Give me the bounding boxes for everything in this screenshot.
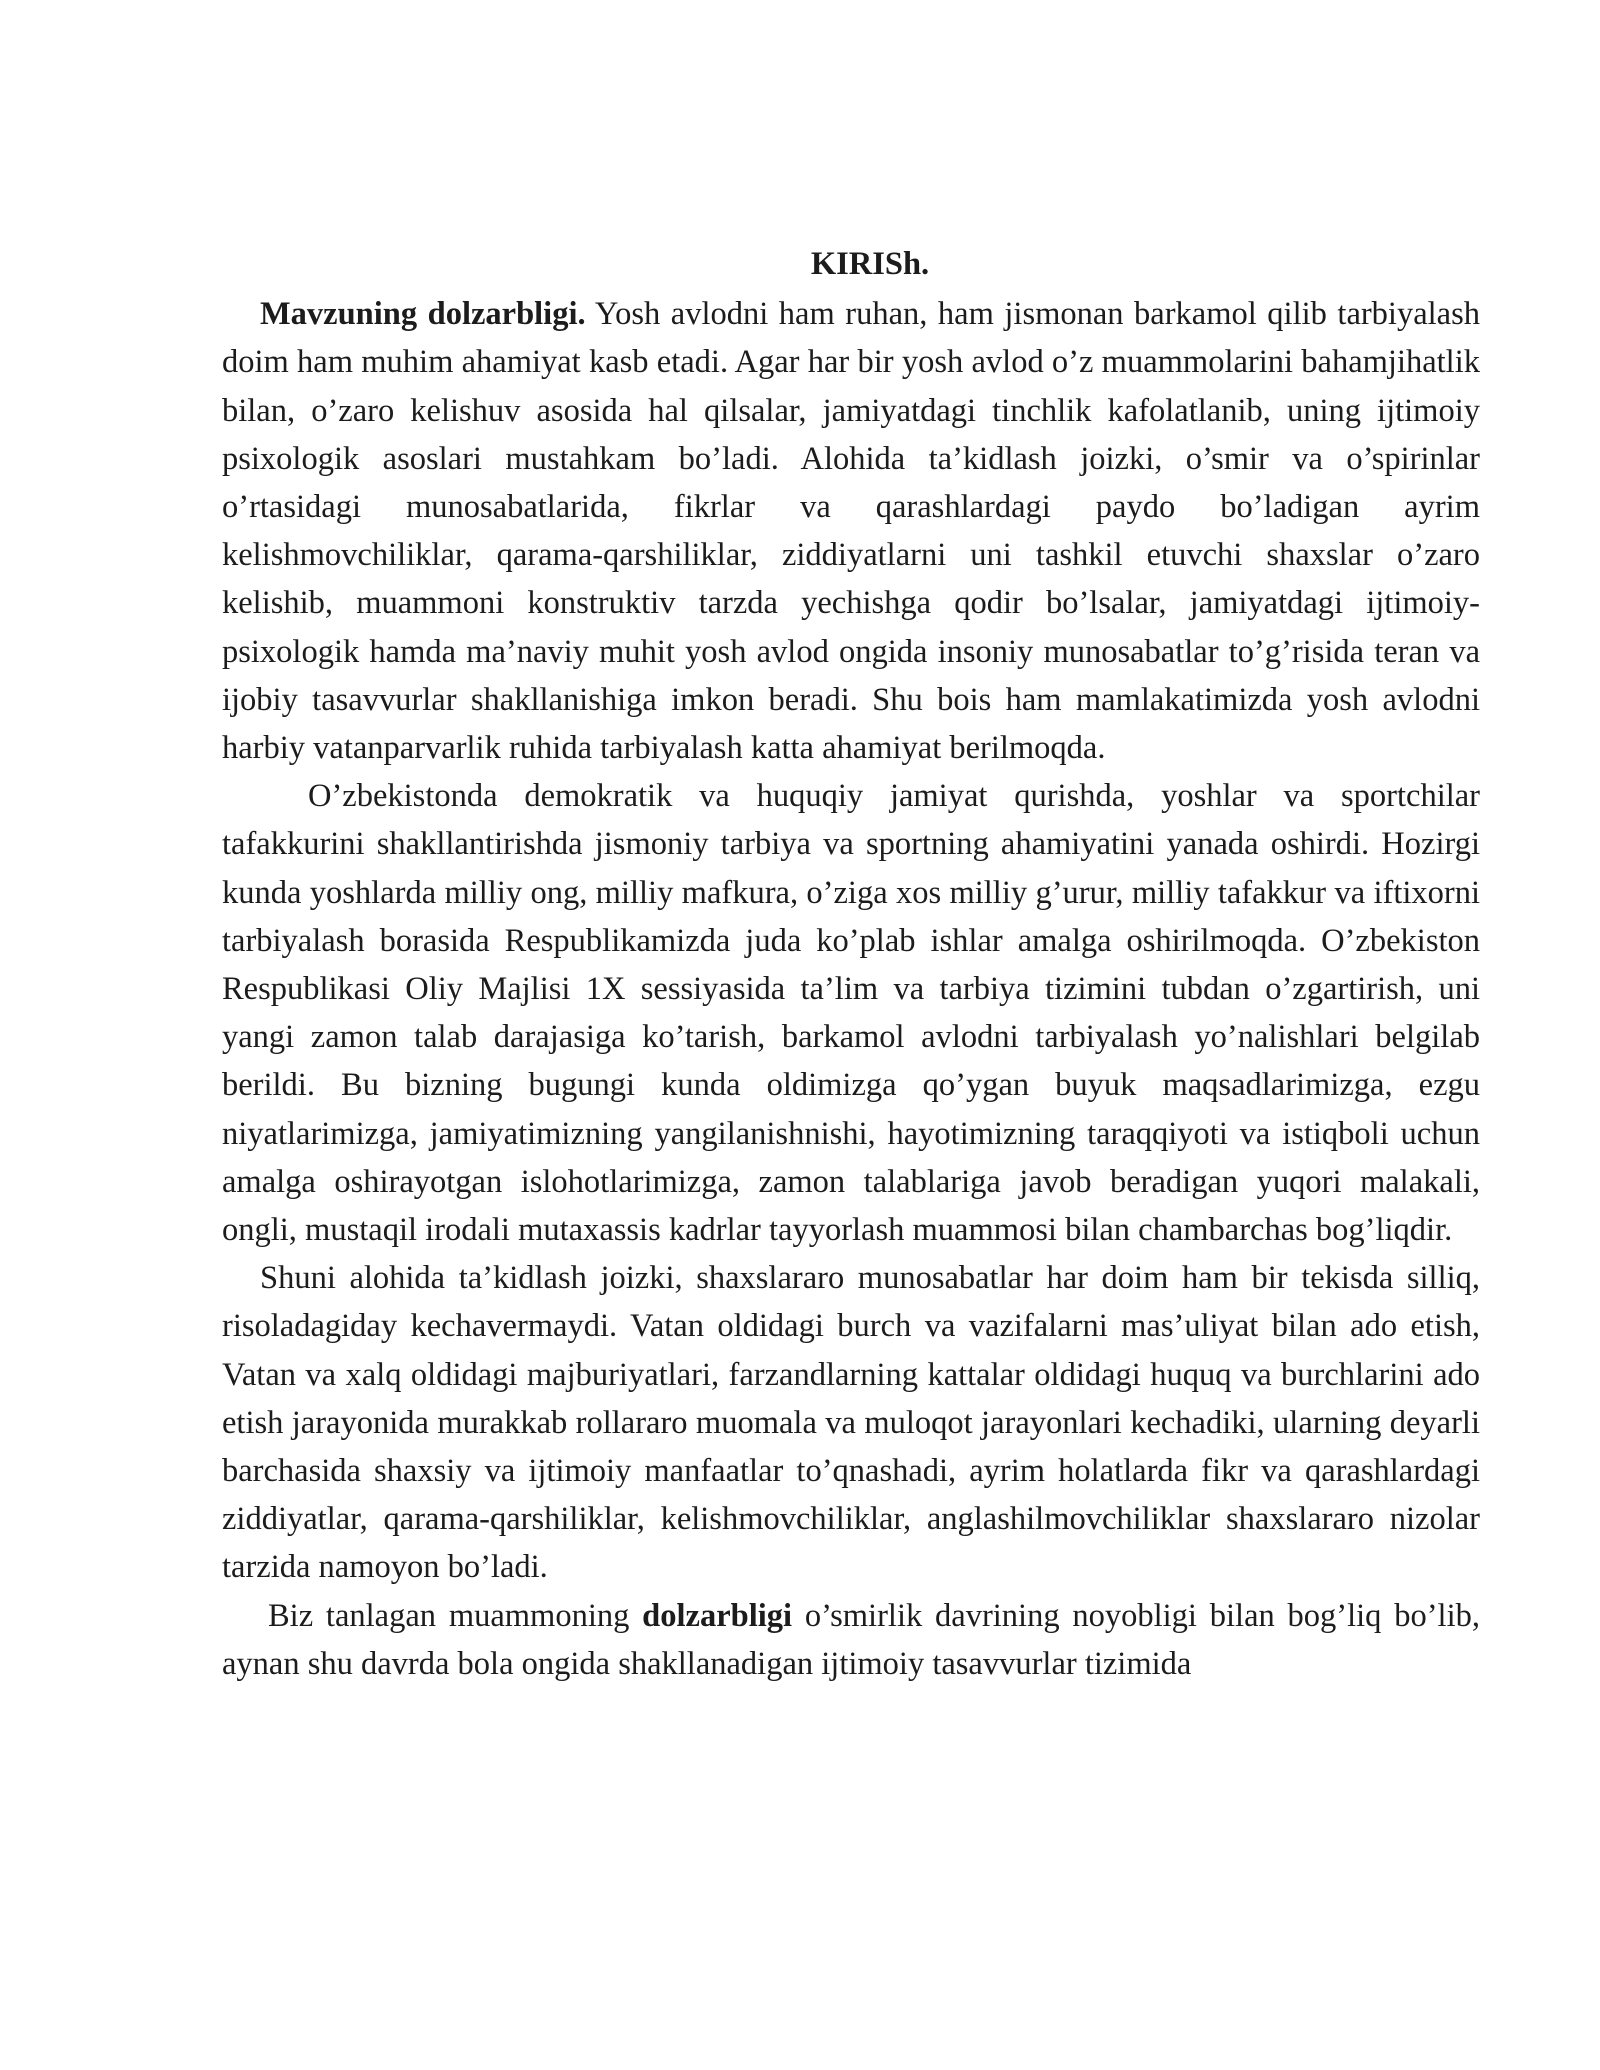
paragraph-text-before: Biz tanlagan muammoning xyxy=(268,1597,643,1634)
paragraph-text-after: o’smirlik davrining noyobligi bilan bog’liq bo’lib, aynan shu davrda bola ongida shakllanadigan ijtimoiy tasavvurlar tizimida xyxy=(222,1597,1480,1682)
paragraph-interpersonal: Shuni alohida ta’kidlash joizki, shaxslararo munosabatlar har doim ham bir tekisda silliq, risoladagiday kechavermaydi. Vatan oldidagi burch va vazifalarni mas’uliyat bilan ado etish, Vatan va xalq oldidagi majburiyatlari, farzandlarning kattalar oldidagi huquq va burchlarini ado etish jarayonida murakkab rollararo muomala va muloqot jarayonlari kechadiki, ularning deyarli barchasida shaxsiy va ijtimoiy manfaatlar to’qnashadi, ayrim holatlarda fikr va qarashlardagi ziddiyatlar, qarama-qarshiliklar, kelishmovchiliklar, anglashilmovchiliklar shaxslararo nizolar tarzida namoyon bo’ladi. xyxy=(222,1260,1480,1586)
paragraph-text: Yosh avlodni ham ruhan, ham jismonan barkamol qilib tarbiyalash doim ham muhim ahamiyat kasb etadi. Agar har bir yosh avlod o’z muammolarini bahamjihatlik bilan, o’zaro kelishuv asosida hal qilsalar, jamiyatdagi tinchlik kafolatlanib, uning ijtimoiy psixologik asoslari mustahkam bo’ladi. Alohida ta’kidlash joizki, o’smir va o’spirinlar o’rtasidagi munosabatlarida, fikrlar va qarashlardagi paydo bo’ladigan ayrim kelishmovchiliklar, qarama-qarshiliklar, ziddiyatlarni uni tashkil etuvchi shaxslar o’zaro kelishib, muammoni konstruktiv tarzda yechishga qodir bo’lsalar, jamiyatdagi ijtimoiy-psixologik hamda ma’naviy muhit yosh avlod ongida insoniy munosabatlar to’g’risida teran va ijobiy tasavvurlar shakllanishiga imkon beradi. Shu bois ham mamlakatimizda yosh avlodni harbiy vatanparvarlik ruhida tarbiyalash katta ahamiyat berilmoqda. xyxy=(222,296,1480,767)
paragraph-problem xyxy=(222,1592,1480,1688)
paragraph-bold-term: dolzarbligi xyxy=(642,1597,793,1634)
paragraph-lead-bold: Mavzuning dolzarbligi. xyxy=(260,296,586,333)
paragraph-uzbekistan: O’zbekistonda demokratik va huquqiy jamiyat qurishda, yoshlar va sportchilar tafakkurini shakllantirishda jismoniy tarbiya va sportning ahamiyatini yanada oshirdi. Hozirgi kunda yoshlarda milliy ong, milliy mafkura, o’ziga xos milliy g’urur, milliy tafakkur va iftixorni tarbiyalash borasida Respublikamizda juda ko’plab ishlar amalga oshirilmoqda. O’zbekiston Respublikasi Oliy Majlisi 1X sessiyasida ta’lim va tarbiya tizimini tubdan o’zgartirish, uni yangi zamon talab darajasiga ko’tarish, barkamol avlodni tarbiyalash yo’nalishlari belgilab berildi. Bu bizning bugungi kunda oldimizga qo’ygan buyuk maqsadlarimizga, ezgu niyatlarimizga, jamiyatimizning yangilanishnishi, hayotimizning taraqqiyoti va istiqboli uchun amalga oshirayotgan islohotlarimizga, zamon talablariga javob beradigan yuqori malakali, ongli, mustaqil irodali mutaxassis kadrlar tayyorlash muammosi bilan chambarchas bog’liqdir. xyxy=(222,778,1480,1249)
page-title: KIRISh. xyxy=(810,246,930,282)
document-page xyxy=(222,240,1480,1688)
paragraph-relevance xyxy=(222,290,1480,772)
